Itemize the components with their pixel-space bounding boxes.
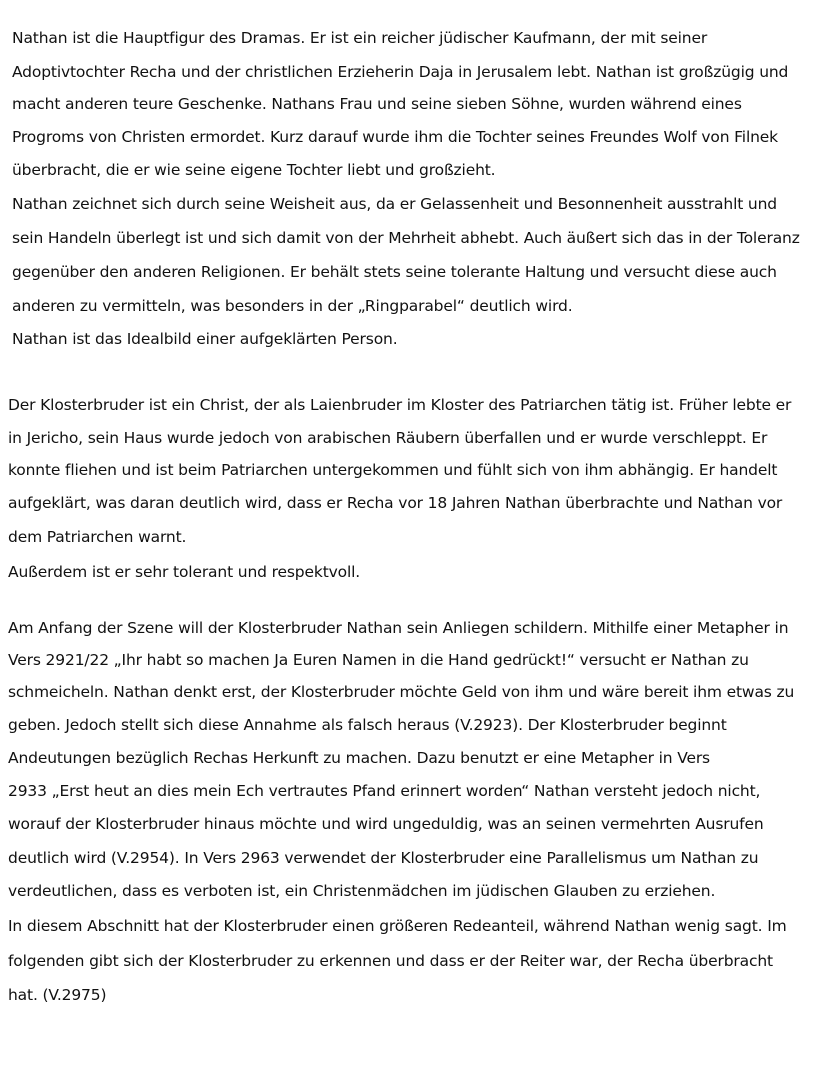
text-line: deutlich wird (V.2954). In Vers 2963 verwendet der Klosterbruder eine Parallelismus um Nathan zu <box>8 849 759 867</box>
text-line: verdeutlichen, dass es verboten ist, ein Christenmädchen im jüdischen Glauben zu erziehen. <box>8 882 716 900</box>
text-line: Am Anfang der Szene will der Klosterbruder Nathan sein Anliegen schildern. Mithilfe einer Metapher in <box>8 619 789 637</box>
text-line: in Jericho, sein Haus wurde jedoch von arabischen Räubern überfallen und er wurde verschleppt. Er <box>8 429 768 447</box>
text-line: Vers 2921/22 „Ihr habt so machen Ja Euren Namen in die Hand gedrückt!“ versucht er Nathan zu <box>8 651 749 669</box>
text-line: Progroms von Christen ermordet. Kurz darauf wurde ihm die Tochter seines Freundes Wolf von Filnek <box>12 128 778 146</box>
text-line: überbracht, die er wie seine eigene Tochter liebt und großzieht. <box>12 161 496 179</box>
text-line: hat. (V.2975) <box>8 986 107 1004</box>
text-line: Adoptivtochter Recha und der christlichen Erzieherin Daja in Jerusalem lebt. Nathan ist großzügig und <box>12 63 789 81</box>
text-line: Nathan ist das Idealbild einer aufgeklärten Person. <box>12 330 398 348</box>
text-line: Nathan zeichnet sich durch seine Weisheit aus, da er Gelassenheit und Besonnenheit ausstrahlt und <box>12 195 777 213</box>
text-line: Der Klosterbruder ist ein Christ, der als Laienbruder im Kloster des Patriarchen tätig ist. Früher lebte er <box>8 396 792 414</box>
text-line: konnte fliehen und ist beim Patriarchen untergekommen und fühlt sich von ihm abhängig. Er handelt <box>8 461 778 479</box>
text-line: macht anderen teure Geschenke. Nathans Frau und seine sieben Söhne, wurden während eines <box>12 95 742 113</box>
text-line: aufgeklärt, was daran deutlich wird, dass er Recha vor 18 Jahren Nathan überbrachte und Nathan vor <box>8 494 783 512</box>
text-line: anderen zu vermitteln, was besonders in der „Ringparabel“ deutlich wird. <box>12 297 573 315</box>
text-line: sein Handeln überlegt ist und sich damit von der Mehrheit abhebt. Auch äußert sich das in der Toleranz <box>12 229 800 247</box>
text-line: geben. Jedoch stellt sich diese Annahme als falsch heraus (V.2923). Der Klosterbruder beginnt <box>8 716 727 734</box>
text-line: Außerdem ist er sehr tolerant und respektvoll. <box>8 563 361 581</box>
text-line: gegenüber den anderen Religionen. Er behält stets seine tolerante Haltung und versucht diese auch <box>12 263 777 281</box>
text-line: folgenden gibt sich der Klosterbruder zu erkennen und dass er der Reiter war, der Recha überbracht <box>8 952 773 970</box>
text-line: Nathan ist die Hauptfigur des Dramas. Er ist ein reicher jüdischer Kaufmann, der mit seiner <box>12 29 708 47</box>
text-line: In diesem Abschnitt hat der Klosterbruder einen größeren Redeanteil, während Nathan wenig sagt. Im <box>8 917 787 935</box>
text-line: schmeicheln. Nathan denkt erst, der Klosterbruder möchte Geld von ihm und wäre bereit ihm etwas zu <box>8 683 795 701</box>
text-line: Andeutungen bezüglich Rechas Herkunft zu machen. Dazu benutzt er eine Metapher in Vers <box>8 749 710 767</box>
text-line: dem Patriarchen warnt. <box>8 528 187 546</box>
text-line: 2933 „Erst heut an dies mein Ech vertrautes Pfand erinnert worden“ Nathan versteht jedoch nicht, <box>8 782 761 800</box>
text-line: worauf der Klosterbruder hinaus möchte und wird ungeduldig, was an seinen vermehrten Ausrufen <box>8 815 764 833</box>
